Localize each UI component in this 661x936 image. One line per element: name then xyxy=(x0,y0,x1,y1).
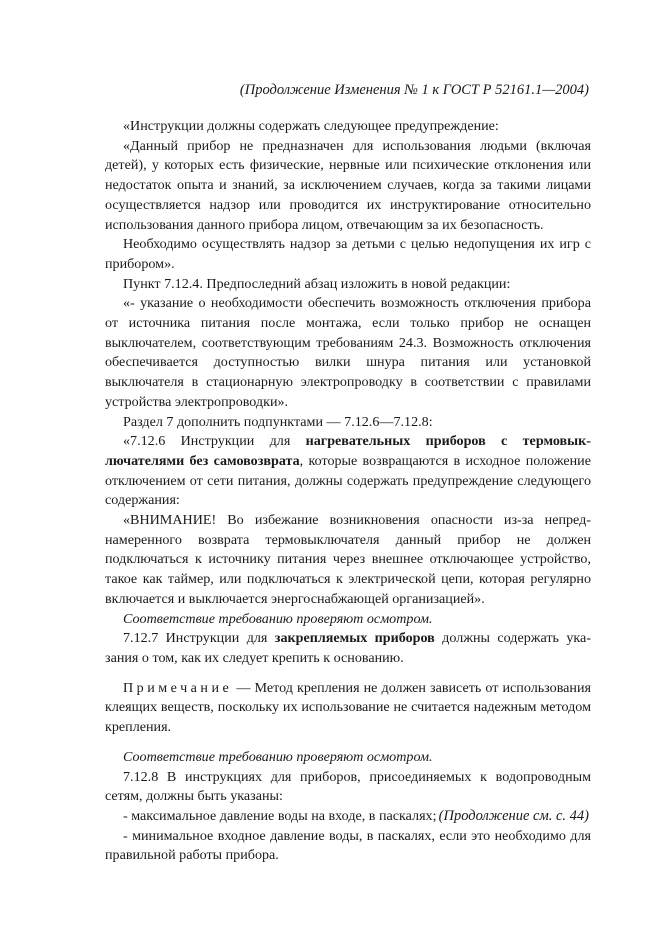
paragraph: «Инструкции должны содержать следующее предупреждение: xyxy=(123,118,499,134)
text-run: 7.12.7 Инструкции для xyxy=(123,630,275,647)
paragraph: «- указание о необходимости обеспечить возможность отключения прибора от источника питания после монтажа, если только прибор не оснащен выключателем, соответствующим требованиям 24.3. Возможность отключения обеспечивается доступностью вилки шнура питания или установкой выключателя в стационарную электропроводку в соответствии с правилами устройства электропроводки». xyxy=(105,295,591,410)
text-run: должны содержать указания о том, как их следует крепить к основанию. xyxy=(105,630,592,666)
paragraph-7-12-6 xyxy=(105,432,591,511)
list-item: - минимальное входное давление воды, в паскалях, если это необходимо для правильной работы прибора. xyxy=(105,827,591,864)
paragraph: 7.12.8 В инструкциях для приборов, присоединяемых к водопроводным сетям, должны быть указаны: xyxy=(105,768,591,805)
paragraph: Пункт 7.12.4. Предпоследний абзац изложить в новой редакции: xyxy=(123,275,511,292)
warning-paragraph: «ВНИМАНИЕ! Во избежание возникновения опасности из-за непреднамеренного возврата термовыключателя данный прибор не должен подключаться к источнику питания через внешнее отключающее устройство, такое как таймер, или подключаться к электрической цепи, которая регулярно включается и выключается энергоснабжающей организацией». xyxy=(105,512,591,607)
paragraph: Раздел 7 дополнить подпунктами — 7.12.6—7.12.8: xyxy=(123,413,433,430)
bold-term: нагревательных приборов с термовыключателями без самовозврата xyxy=(105,433,591,469)
paragraph: Необходимо осуществлять надзор за детьми с целью недопущения их игр с прибором». xyxy=(105,236,591,272)
text-run: «7.12.6 Инструкции для xyxy=(123,433,306,450)
page-footer: (Продолжение см. с. 44) xyxy=(438,808,589,824)
note-text: — Метод крепления не должен зависеть от использования клеящих веществ, поскольку их использование не считается надежным методом крепления. xyxy=(105,679,591,736)
text-run: , которые возвращаются в исходное положение отключением от сети питания, должны содержать предупреждение следующего содержания: xyxy=(105,452,591,509)
bold-term: закрепляемых приборов xyxy=(274,630,435,647)
list-item: - максимальное давление воды на входе, в паскалях; xyxy=(123,807,437,824)
compliance-check: Соответствие требованию проверяют осмотром. xyxy=(123,610,433,627)
note xyxy=(105,679,591,738)
compliance-check: Соответствие требованию проверяют осмотром. xyxy=(123,748,433,765)
page-header: (Продолжение Изменения № 1 к ГОСТ Р 52161.1—2004) xyxy=(239,82,589,98)
note-label: Примечание xyxy=(123,679,233,696)
paragraph: «Данный прибор не предназначен для использования людьми (включая детей), у которых есть физические, нервные или психические отклонения или недостаток опыта и знаний, за исключением случаев, когда за такими лицами осуществляется надзор или проводится их инструктирование относительно использования данного прибора лицом, отвечающим за их безопасность. xyxy=(105,137,591,233)
document-body xyxy=(105,117,591,866)
paragraph-7-12-7 xyxy=(105,629,591,668)
